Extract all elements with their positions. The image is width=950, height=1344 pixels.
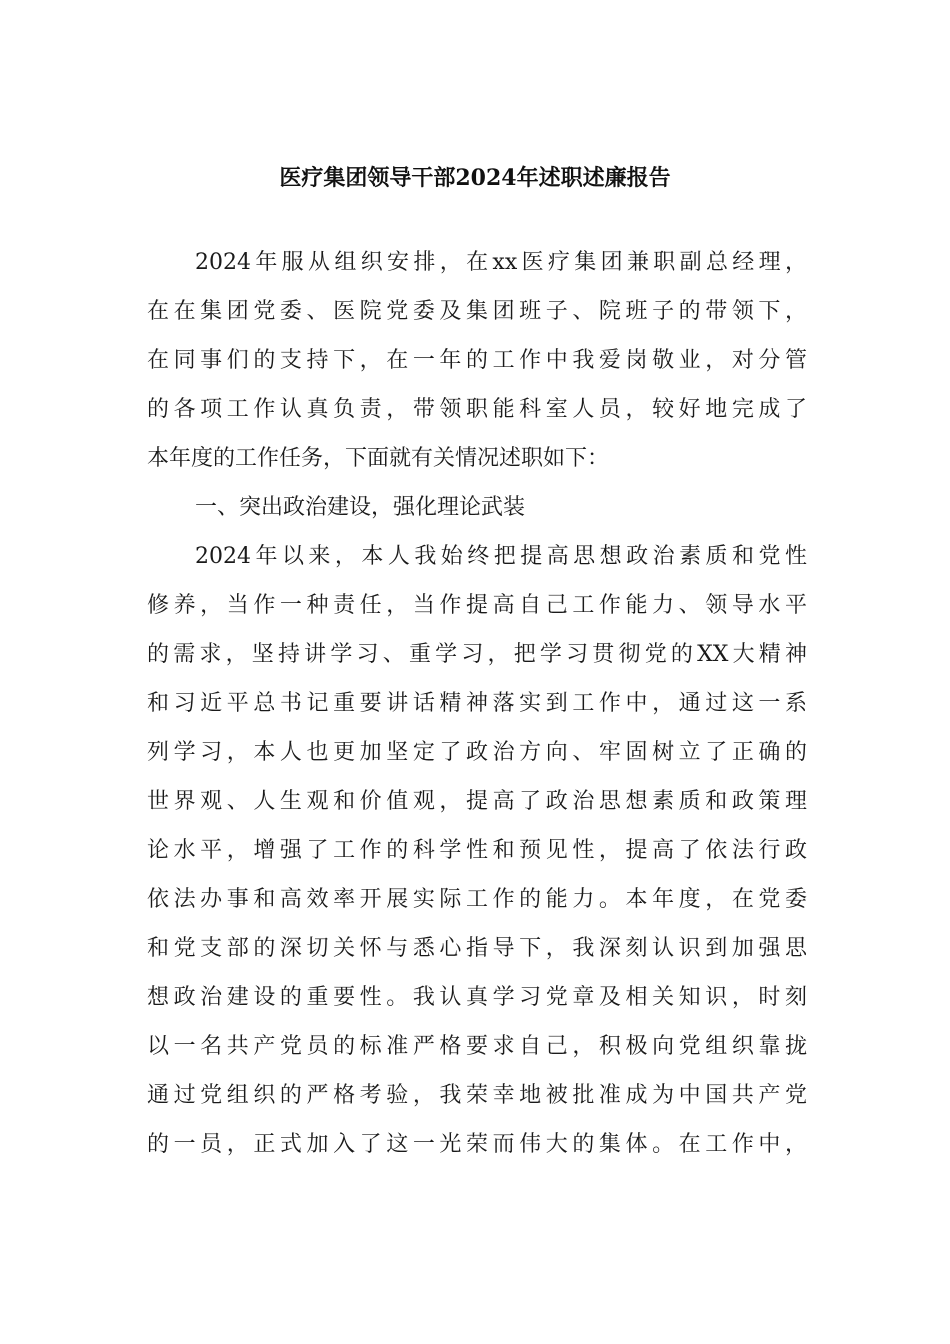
paragraph-line: 世界观、人生观和价值观，提高了政治思想素质和政策理: [147, 789, 807, 814]
paragraph-line: 以一名共产党员的标准严格要求自己，积极向党组织靠拢: [147, 1034, 807, 1059]
paragraph-line: 2024年服从组织安排，在xx医疗集团兼职副总经理，: [195, 250, 807, 275]
paragraph-line: 列学习，本人也更加坚定了政治方向、牢固树立了正确的: [147, 740, 807, 765]
paragraph-line: 在在集团党委、医院党委及集团班子、院班子的带领下，: [147, 299, 807, 324]
paragraph-line: 修养，当作一种责任，当作提高自己工作能力、领导水平: [147, 593, 807, 618]
paragraph-line: 和党支部的深切关怀与悉心指导下，我深刻认识到加强思: [147, 936, 807, 961]
document-body: [147, 238, 807, 1169]
paragraph-line: 在同事们的支持下，在一年的工作中我爱岗敬业，对分管: [147, 348, 807, 373]
paragraph-line: 本年度的工作任务，下面就有关情况述职如下：: [147, 446, 610, 471]
paragraph-line: 2024年以来，本人我始终把提高思想政治素质和党性: [195, 544, 807, 569]
section-heading: 一、突出政治建设，强化理论武装: [195, 495, 526, 520]
paragraph-line: 和习近平总书记重要讲话精神落实到工作中，通过这一系: [147, 691, 807, 716]
paragraph-line: 依法办事和高效率开展实际工作的能力。本年度，在党委: [147, 887, 807, 912]
paragraph-line: 想政治建设的重要性。我认真学习党章及相关知识，时刻: [147, 985, 807, 1010]
paragraph-line: 通过党组织的严格考验，我荣幸地被批准成为中国共产党: [147, 1083, 807, 1108]
paragraph-line: 的需求，坚持讲学习、重学习，把学习贯彻党的XX大精神: [147, 642, 807, 667]
document-title: 医疗集团领导干部2024年述职述廉报告: [279, 165, 671, 191]
paragraph-line: 的各项工作认真负责，带领职能科室人员，较好地完成了: [147, 397, 807, 422]
paragraph-line: 论水平，增强了工作的科学性和预见性，提高了依法行政: [147, 838, 807, 863]
paragraph-line: 的一员，正式加入了这一光荣而伟大的集体。在工作中，: [147, 1132, 807, 1157]
